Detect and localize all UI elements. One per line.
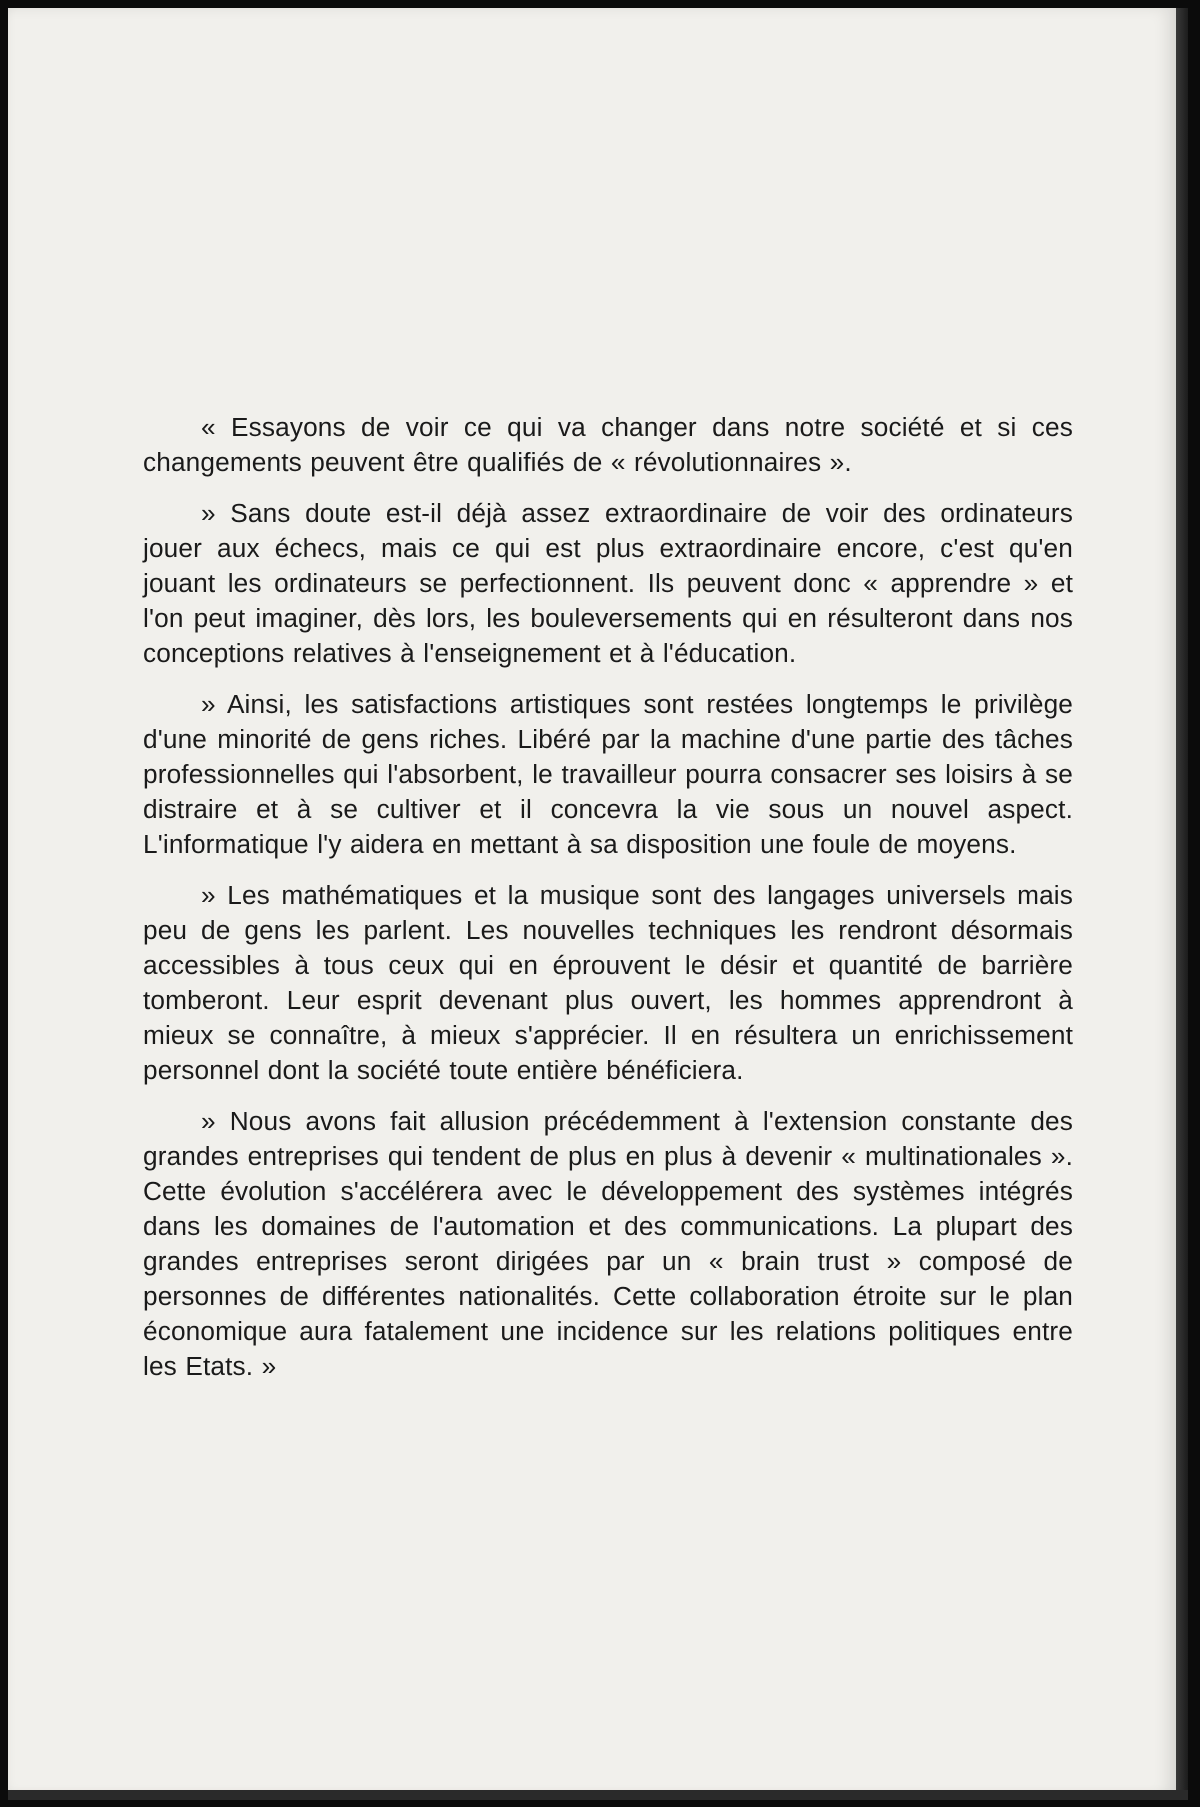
paragraph-3: » Ainsi, les satisfactions artistiques sont restées longtemps le privilège d'une minorité de gens riches. Libéré par la machine d'une partie des tâches professionnelles qui l'absorbent, le travailleur pourra consacrer ses loisirs à se distraire et à se cultiver et il concevra la vie sous un nouvel aspect. L'informatique l'y aidera en mettant à sa disposition une foule de moyens. — [143, 689, 1073, 859]
paragraph-4: » Les mathématiques et la musique sont des langages universels mais peu de gens les parlent. Les nouvelles techniques les rendront désormais accessibles à tous ceux qui en éprouvent le désir et quantité de barrière tomberont. Leur esprit devenant plus ouvert, les hommes apprendront à mieux se connaître, à mieux s'apprécier. Il en résultera un enrichissement personnel dont la société toute entière bénéficiera. — [143, 880, 1073, 1085]
body-text — [143, 410, 1073, 1400]
paragraph-5: » Nous avons fait allusion précédemment à l'extension constante des grandes entreprises qui tendent de plus en plus à devenir « multinationales ». Cette évolution s'accélérera avec le développement des systèmes intégrés dans les domaines de l'automation et des communications. La plupart des grandes entreprises seront dirigées par un « brain trust » composé de personnes de différentes nationalités. Cette collaboration étroite sur le plan économique aura fatalement une incidence sur les relations politiques entre les Etats. » — [143, 1106, 1073, 1381]
paragraph-2: » Sans doute est-il déjà assez extraordinaire de voir des ordinateurs jouer aux échecs, mais ce qui est plus extraordinaire encore, c'est qu'en jouant les ordinateurs se perfectionnent. Ils peuvent donc « apprendre » et l'on peut imaginer, dès lors, les bouleversements qui en résulteront dans nos conceptions relatives à l'enseignement et à l'éducation. — [143, 498, 1073, 668]
page-edge-right — [1176, 8, 1188, 1798]
paragraph-1: « Essayons de voir ce qui va changer dans notre société et si ces changements peuvent être qualifiés de « révolutionnaires ». — [143, 412, 1073, 477]
page-edge-bottom — [8, 1790, 1188, 1800]
